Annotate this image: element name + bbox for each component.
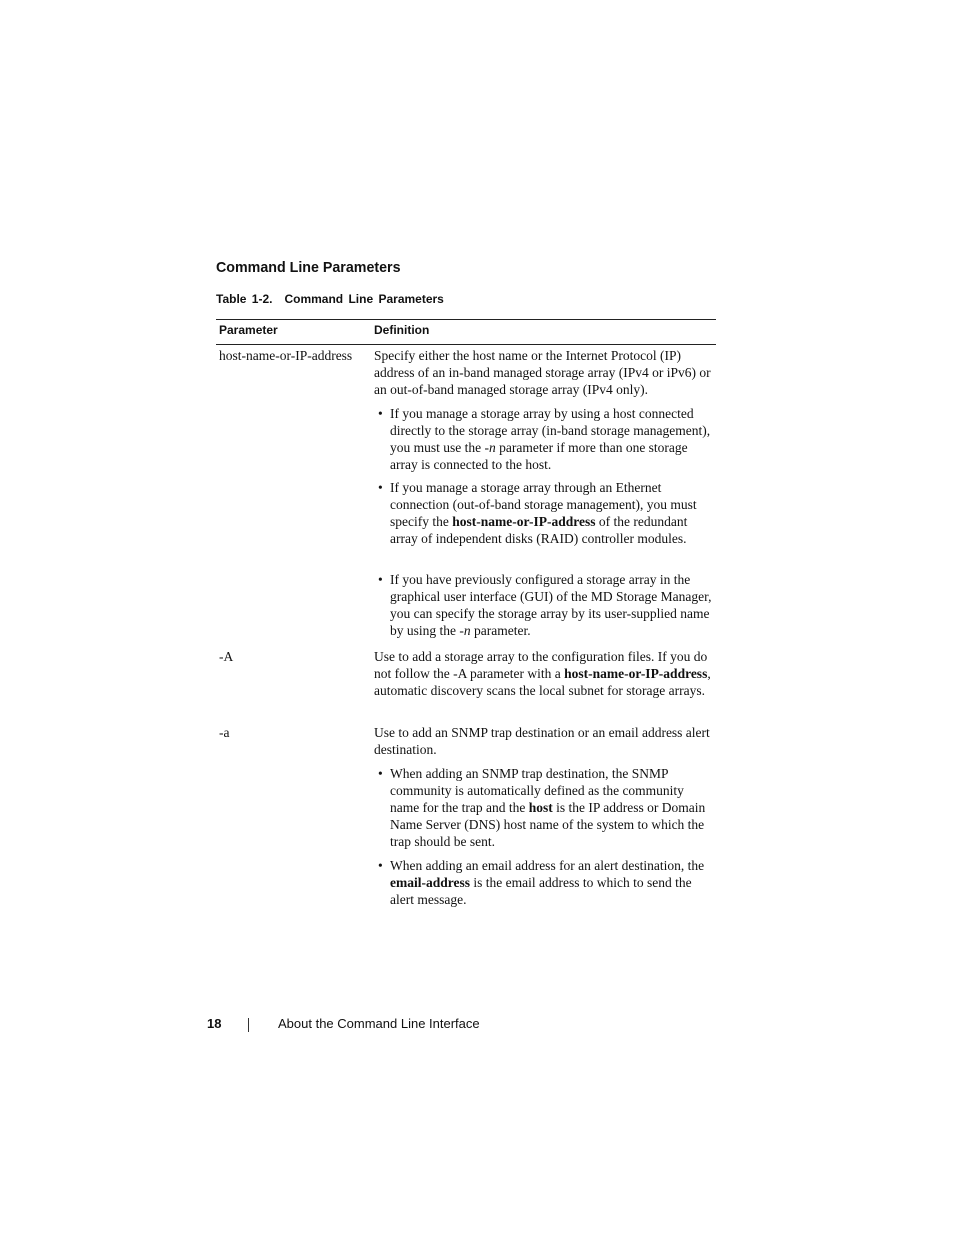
column-header-parameter: Parameter xyxy=(219,323,278,337)
definition-paragraph: Specify either the host name or the Internet Protocol (IP) address of an in-band managed storage array (IPv4 or iPv6) or an out-of-band managed storage array (IPv4 only). xyxy=(374,348,711,397)
table-caption-title: Command Line Parameters xyxy=(284,292,444,306)
bullet-text xyxy=(390,857,714,908)
definition-bold-term: host-name-or-IP-address xyxy=(564,666,708,681)
bullet-bold-term: host-name-or-IP-address xyxy=(452,514,596,529)
bullet-text-part: If you manage a storage array through an Ethernet connection (out-of-band storage management), you must specify the xyxy=(390,480,697,529)
bullet-text-part: is the IP address or Domain Name Server (DNS) host name of the system to which the trap should be sent. xyxy=(390,800,706,849)
bullet-text-part: is the email address to which to send the alert message. xyxy=(390,875,692,907)
table-caption xyxy=(216,292,444,306)
column-header-definition: Definition xyxy=(374,323,430,337)
bullet-icon: • xyxy=(378,480,383,495)
bullet-text-part: parameter if more than one storage array is connected to the host. xyxy=(390,440,688,472)
table-top-rule xyxy=(216,319,716,320)
bullet-text xyxy=(390,571,714,639)
bullet-text xyxy=(390,405,714,473)
definition-text-part: Use to add a storage array to the configuration files. If you do not follow the -A parameter with a xyxy=(374,649,708,681)
bullet-bold-term: host xyxy=(528,800,553,815)
footer-chapter-title: About the Command Line Interface xyxy=(278,1016,480,1031)
bullet-text xyxy=(390,479,714,547)
table-row-param-host: host-name-or-IP-address xyxy=(219,348,353,363)
bullet-icon: • xyxy=(378,858,383,873)
bullet-text-part: When adding an email address for an alert destination, the xyxy=(390,858,705,873)
bullet-icon: • xyxy=(378,766,383,781)
definition-text-part: , automatic discovery scans the local subnet for storage arrays. xyxy=(374,666,711,698)
bullet-bold-term: email-address xyxy=(390,875,470,890)
bullet-icon: • xyxy=(378,406,383,421)
bullet-italic-param: -n xyxy=(459,623,471,638)
table-caption-number: Table 1-2. xyxy=(216,292,273,306)
table-row-definition-A xyxy=(374,648,714,699)
section-heading: Command Line Parameters xyxy=(216,259,401,276)
page-number: 18 xyxy=(207,1016,222,1031)
bullet-text-part: If you have previously configured a storage array in the graphical user interface (GUI) of the MD Storage Manager, you can specify the storage array by its user-supplied name by using the xyxy=(390,572,712,638)
table-row-param-a: -a xyxy=(219,725,230,740)
table-row-definition-host xyxy=(374,347,714,398)
bullet-text-part: of the redundant array of independent disks (RAID) controller modules. xyxy=(390,514,688,546)
table-header-rule xyxy=(216,344,716,345)
bullet-text xyxy=(390,765,714,850)
definition-paragraph xyxy=(374,648,714,699)
table-row-definition-a xyxy=(374,724,714,758)
bullet-text-part: parameter. xyxy=(470,623,531,638)
table-row-param-A: -A xyxy=(219,649,234,664)
bullet-italic-param: -n xyxy=(484,440,496,455)
definition-paragraph: Use to add an SNMP trap destination or an email address alert destination. xyxy=(374,725,710,757)
bullet-icon: • xyxy=(378,572,383,587)
footer-divider xyxy=(248,1018,249,1032)
bullet-text-part: If you manage a storage array by using a host connected directly to the storage array (in-band storage management), you must use the xyxy=(390,406,711,455)
bullet-text-part: When adding an SNMP trap destination, the SNMP community is automatically defined as the community name for the trap and the xyxy=(390,766,684,815)
